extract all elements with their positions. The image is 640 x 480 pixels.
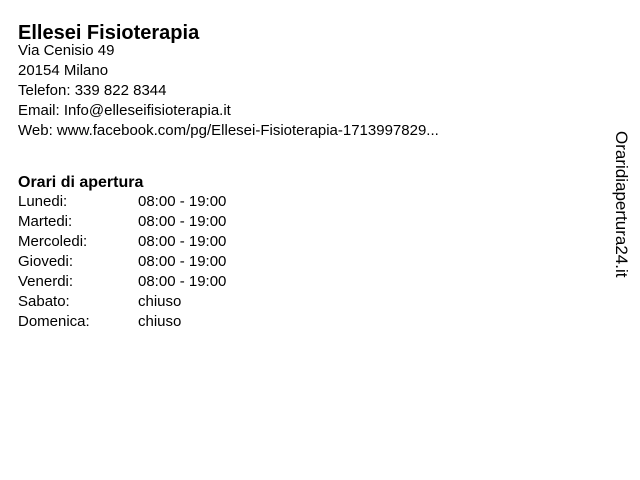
web-line [18,121,439,141]
opening-hours-heading: Orari di apertura [18,174,144,192]
hours-day-label: Martedi: [18,213,73,230]
hours-time-value: 08:00 - 19:00 [138,273,227,290]
hours-time-value: 08:00 - 19:00 [138,233,227,250]
address-city: 20154 Milano [18,62,109,79]
hours-time-value: 08:00 - 19:00 [138,193,227,210]
email-line [18,101,439,121]
hours-day-label: Domenica: [18,313,90,330]
hours-day-label: Lunedi: [18,193,68,210]
hours-day-label: Mercoledi: [18,233,88,250]
address-street: Via Cenisio 49 [18,42,115,59]
contact-block [18,41,439,141]
hours-day-label: Venerdi: [18,273,74,290]
phone-label: Telefon: [18,82,71,99]
email-value[interactable]: Info@elleseifisioterapia.it [63,102,231,119]
phone-line [18,81,439,101]
hours-time-value: 08:00 - 19:00 [138,253,227,270]
web-value[interactable]: www.facebook.com/pg/Ellesei-Fisioterapia-1713997829... [56,122,439,139]
business-name-title: Ellesei Fisioterapia [18,22,200,45]
hours-day-label: Giovedi: [18,253,74,270]
email-label: Email: [18,102,60,119]
phone-value: 339 822 8344 [74,82,167,99]
hours-time-value: 08:00 - 19:00 [138,213,227,230]
hours-time-value: chiuso [138,313,182,330]
hours-day-label: Sabato: [18,293,70,310]
web-label: Web: [18,122,53,139]
opening-hours-table [18,192,226,332]
site-watermark-vertical: Oraridiapertura24.it [612,131,631,278]
hours-time-value: chiuso [138,293,182,310]
